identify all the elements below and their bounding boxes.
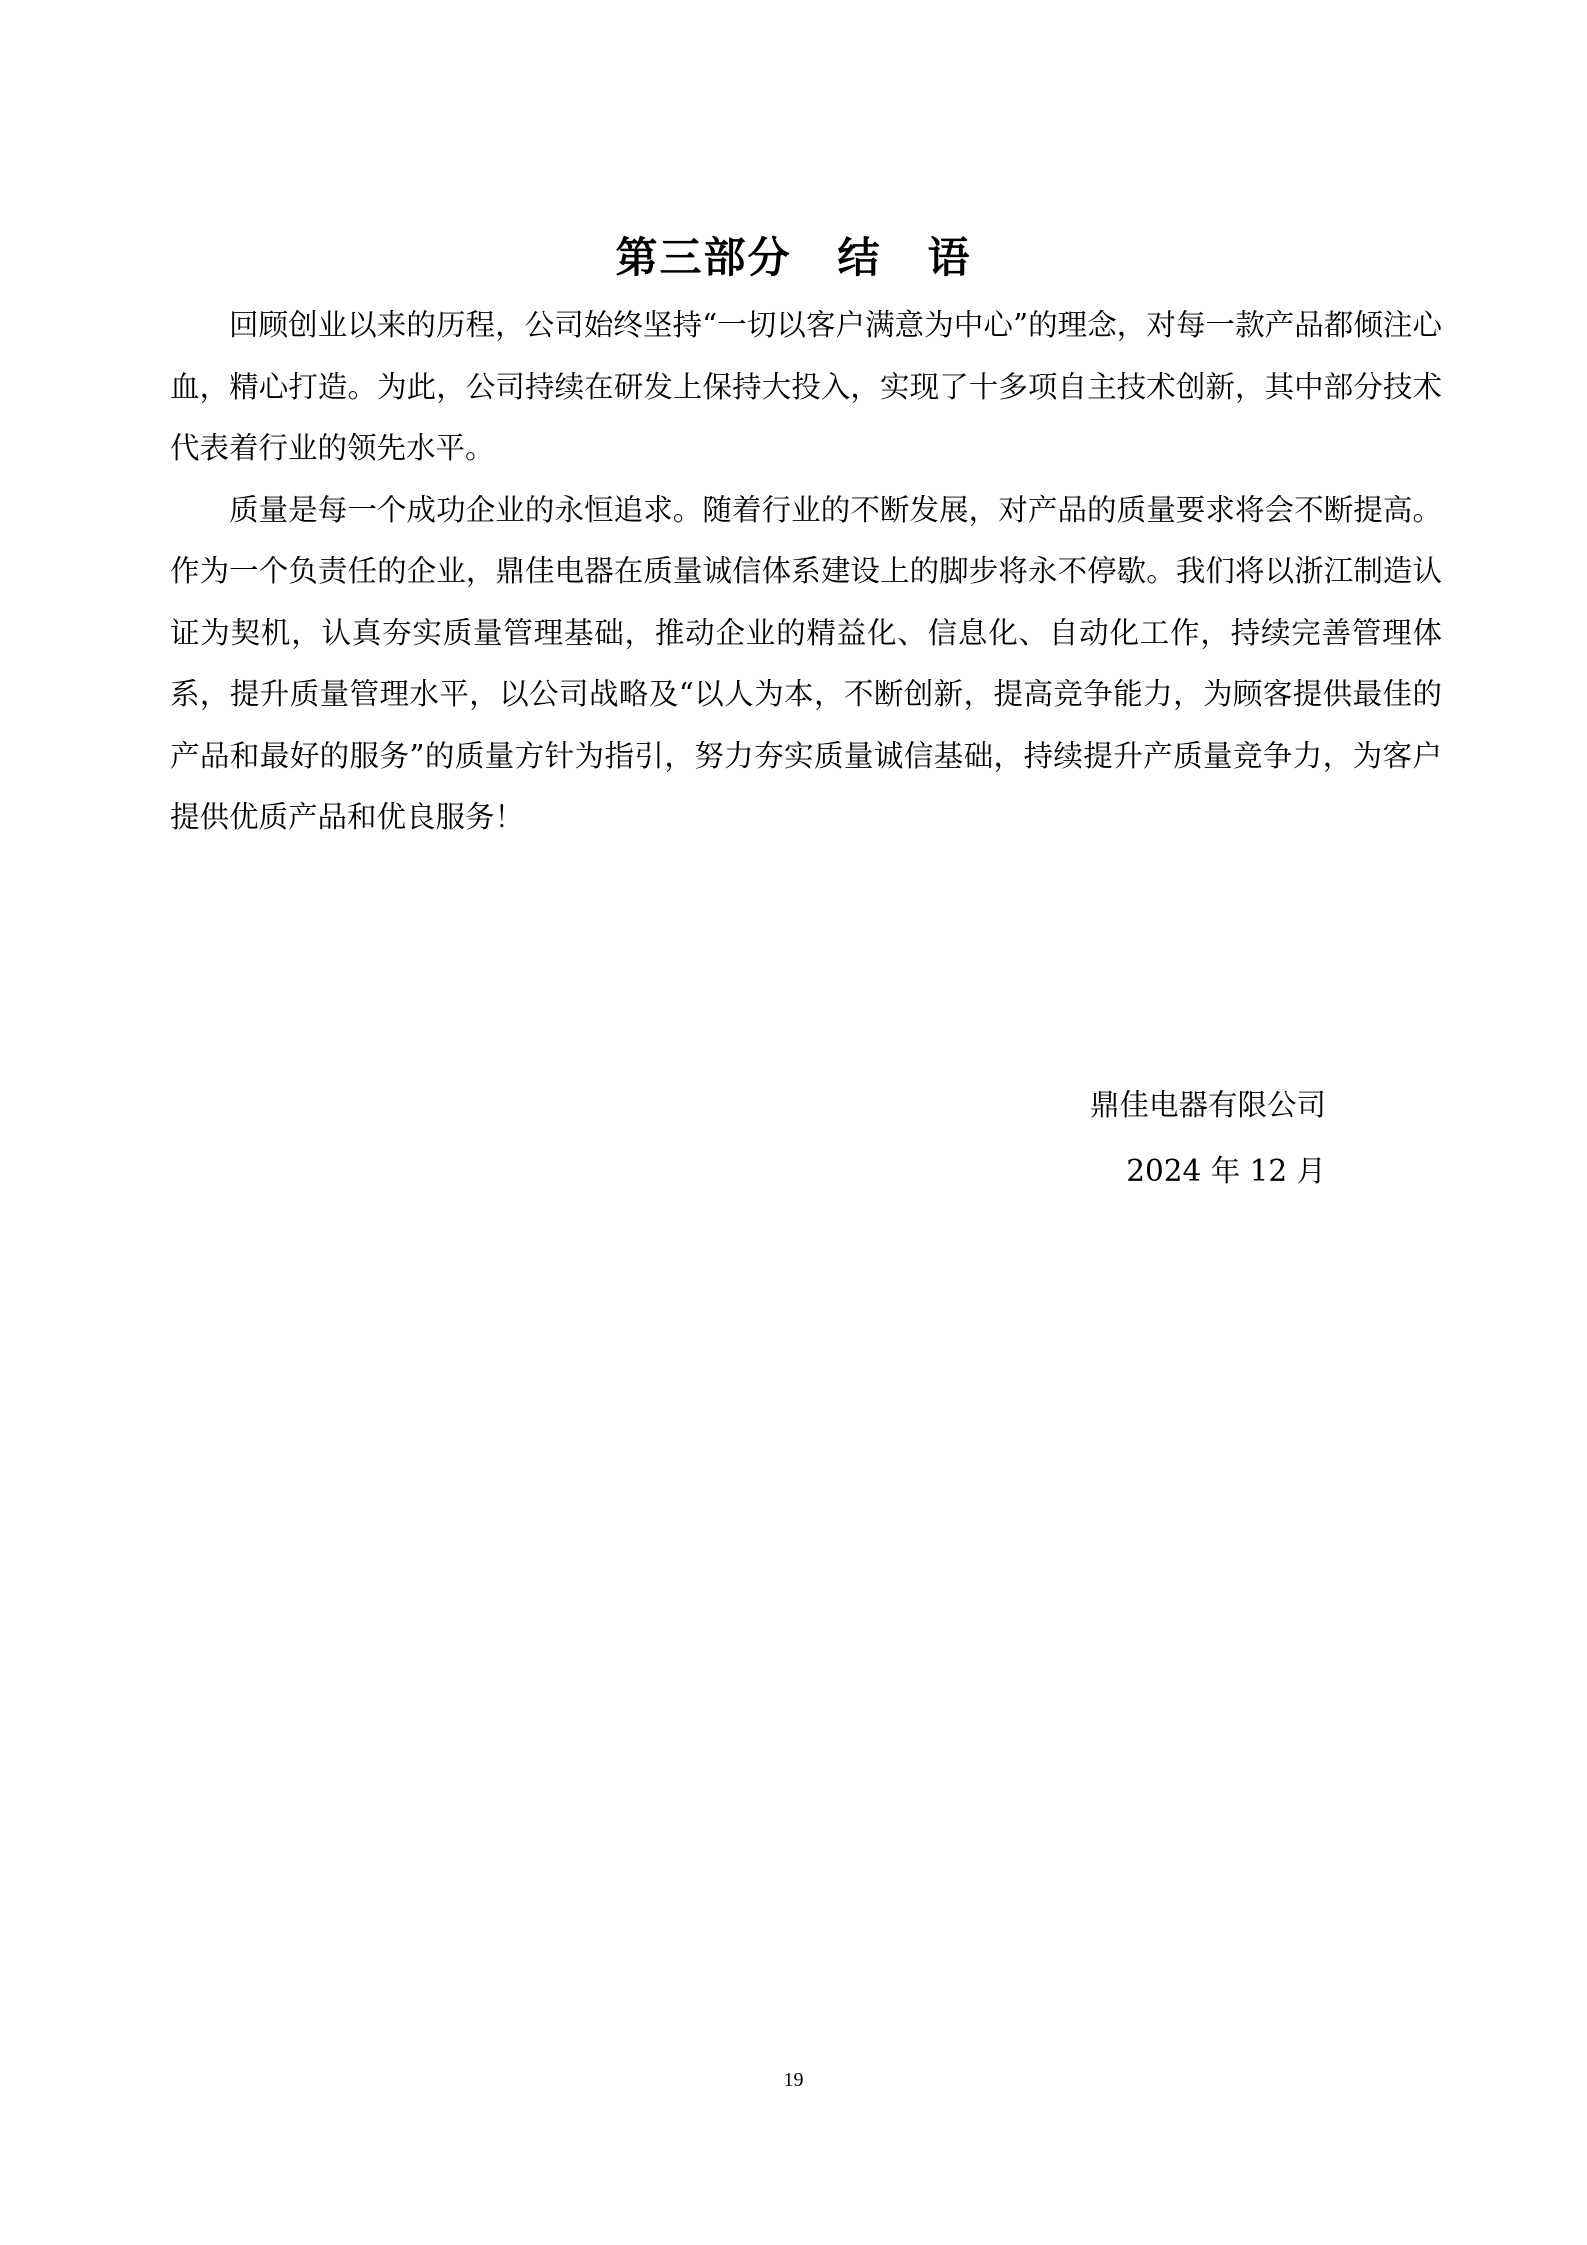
- paragraph-1: 回顾创业以来的历程，公司始终坚持“一切以客户满意为中心”的理念，对每一款产品都倾注心血，精心打造。为此，公司持续在研发上保持大投入，实现了十多项自主技术创新，其中部分技术代表着行业的领先水平。: [170, 308, 1442, 465]
- signature-block: [1090, 1072, 1326, 1204]
- section-title-word-1: 结: [837, 233, 882, 283]
- signature-company: 鼎佳电器有限公司: [1089, 1088, 1326, 1122]
- page-number: 19: [783, 2069, 804, 2091]
- paragraph-2: 质量是每一个成功企业的永恒追求。随着行业的不断发展，对产品的质量要求将会不断提高。作为一个负责任的企业，鼎佳电器在质量诚信体系建设上的脚步将永不停歇。我们将以浙江制造认证为契机，认真夯实质量管理基础，推动企业的精益化、信息化、自动化工作，持续完善管理体系，提升质量管理水平，以公司战略及“以人为本，不断创新，提高竞争能力，为顾客提供最佳的产品和最好的服务”的质量方针为指引，努力夯实质量诚信基础，持续提升产质量竞争力，为客户提供优质产品和优良服务！: [170, 492, 1442, 834]
- section-title-word-2: 语: [927, 233, 972, 283]
- section-title-part: 第三部分: [615, 233, 792, 283]
- signature-date: 2024 年 12 月: [1126, 1154, 1326, 1188]
- section-title: [0, 228, 1587, 288]
- body-text: [170, 295, 1442, 849]
